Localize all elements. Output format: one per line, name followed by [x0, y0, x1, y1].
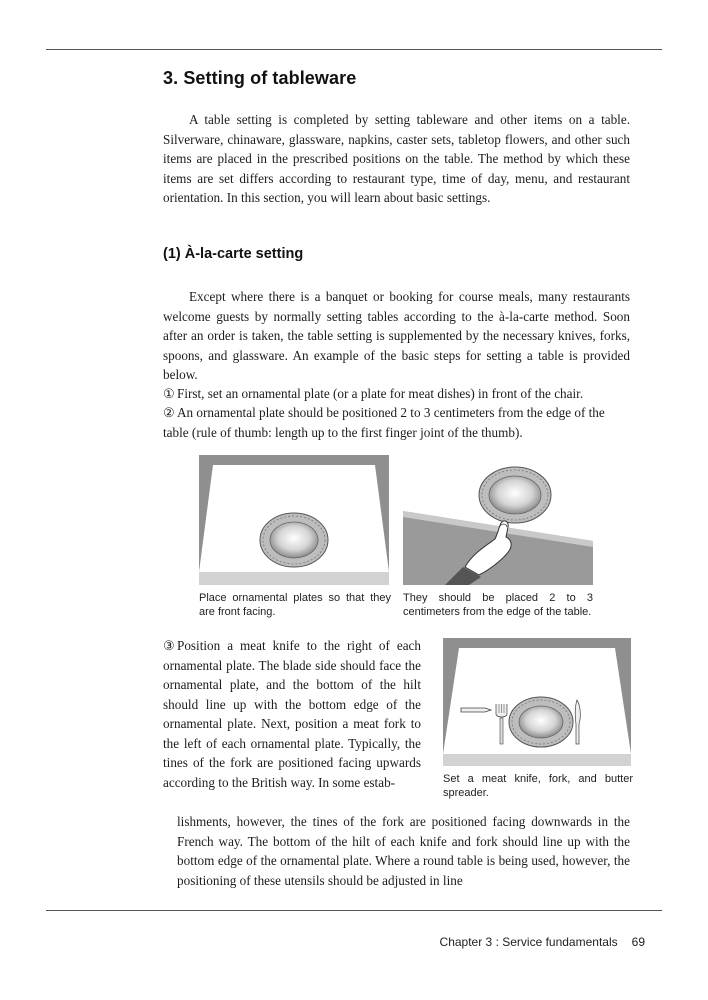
- step-3-number: ③: [163, 638, 175, 653]
- subsection-title: (1) À-la-carte setting: [163, 246, 304, 262]
- intro-paragraph: A table setting is completed by setting tableware and other items on a table. Silverware, chinaware, glassware, napkins, caster sets, tabletop flowers, and other such items are placed in the prescribed positions on the table. The method by which these items are set differs according to restaurant type, time of day, menu, and restaurant orientation. In this section, you will learn about basic settings.: [163, 112, 630, 205]
- section-title: 3. Setting of tableware: [163, 68, 357, 88]
- chapter-label: Chapter 3 : Service fundamentals: [439, 935, 618, 949]
- step-1-text: First, set an ornamental plate (or a plate for meat dishes) in front of the chair.: [177, 386, 584, 401]
- page-footer: [440, 935, 645, 949]
- header-rule: [46, 49, 662, 50]
- page-number: 69: [631, 935, 645, 949]
- footer-rule: [46, 910, 662, 911]
- step-3-column-text: [163, 636, 421, 792]
- step-3-text-part1: Position a meat knife to the right of each ornamental plate. The blade side should face the ornamental plate, and the bottom of the hilt should line up with the bottom edge of the ornamental plate. Next, position a meat fork to the left of each ornamental plate. Typically, the tines of the fork are positioned facing upwards according to the British way. In some estab-: [163, 638, 421, 790]
- figure-3-caption: Set a meat knife, fork, and butter spreader.: [443, 773, 633, 799]
- figure-1-caption: Place ornamental plates so that they are front facing.: [199, 592, 391, 618]
- figure-2-caption: They should be placed 2 to 3 centimeters from the edge of the table.: [403, 592, 593, 618]
- step-1: [163, 384, 633, 404]
- figure-knife-fork-setting: [443, 638, 631, 766]
- step-1-number: ①: [163, 386, 175, 401]
- alacarte-paragraph: Except where there is a banquet or booking for course meals, many restaurants welcome guests by normally setting tables according to the à-la-carte method. Soon after an order is taken, the table setting is supplemented by the necessary knives, forks, spoons, and glassware. An example of the basic steps for setting a table is provided below.: [163, 289, 630, 382]
- step-3-text-part2: lishments, however, the tines of the fork are positioned facing downwards in the French way. The bottom of the hilt of each knife and fork should line up with the bottom edge of the ornamental plate. Where a round table is being used, however, the positioning of these utensils should be adjusted in line: [177, 814, 630, 888]
- figure-plate-front-facing: [199, 455, 389, 585]
- figure-plate-distance-from-edge: [403, 455, 593, 585]
- step-2-number: ②: [163, 405, 175, 420]
- step-2: [163, 403, 630, 442]
- step-2-text: An ornamental plate should be positioned 2 to 3 centimeters from the edge of the table (rule of thumb: length up to the first finger joint of the thumb).: [163, 405, 605, 440]
